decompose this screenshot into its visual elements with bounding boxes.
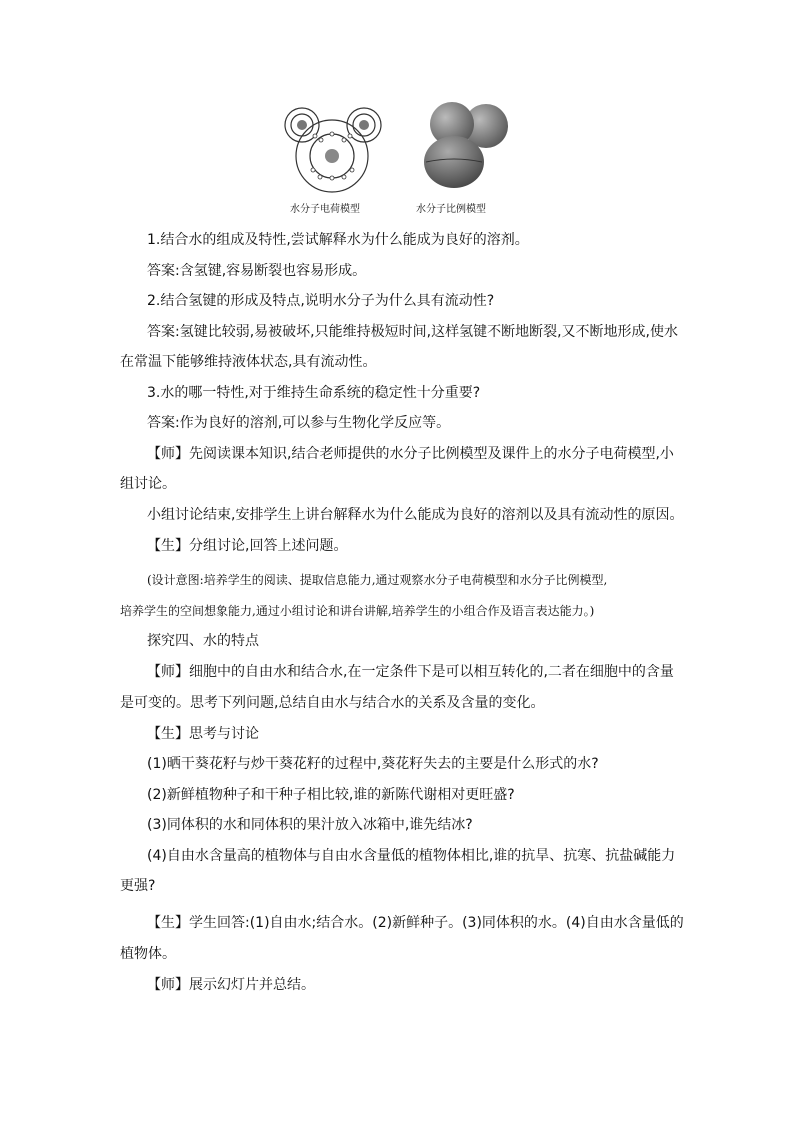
design-intent-line-2: 培养学生的空间想象能力,通过小组讨论和讲台讲解,培养学生的小组合作及语言表达能力。) (120, 604, 595, 618)
answer-1: 答案:含氢键,容易断裂也容易形成。 (147, 263, 367, 279)
design-intent-line-1: (设计意图:培养学生的阅读、提取信息能力,通过观察水分子电荷模型和水分子比例模型, (147, 573, 608, 587)
question-3: 3.水的哪一特性,对于维持生命系统的稳定性十分重要? (147, 385, 481, 401)
ratio-model-caption: 水分子比例模型 (416, 204, 486, 215)
figure-row (280, 100, 520, 216)
discussion-q4-line-1: (4)自由水含量高的植物体与自由水含量低的植物体相比,谁的抗旱、抗寒、抗盐碱能力 (147, 848, 676, 864)
student-para-2: 【生】思考与讨论 (147, 726, 259, 742)
answer-2-line-1: 答案:氢键比较弱,易被破坏,只能维持极短时间,这样氢键不断地断裂,又不断地形成,使水 (147, 324, 678, 340)
teacher-para-2-line-1: 【师】细胞中的自由水和结合水,在一定条件下是可以相互转化的,二者在细胞中的含量 (147, 664, 674, 680)
answer-3: 答案:作为良好的溶剂,可以参与生物化学反应等。 (147, 415, 451, 431)
discussion-q1: (1)晒干葵花籽与炒干葵花籽的过程中,葵花籽失去的主要是什么形式的水? (147, 756, 599, 772)
discussion-q3: (3)同体积的水和同体积的果汁放入冰箱中,谁先结冰? (147, 817, 473, 833)
question-1: 1.结合水的组成及特性,尝试解释水为什么能成为良好的溶剂。 (147, 232, 529, 248)
discussion-note: 小组讨论结束,安排学生上讲台解释水为什么能成为良好的溶剂以及具有流动性的原因。 (147, 507, 684, 523)
question-2: 2.结合氢键的形成及特点,说明水分子为什么具有流动性? (147, 293, 495, 309)
student-answer-line-2: 植物体。 (120, 946, 176, 962)
student-para-1: 【生】分组讨论,回答上述问题。 (147, 538, 348, 554)
section-heading: 探究四、水的特点 (147, 633, 259, 649)
student-answer-line-1: 【生】学生回答:(1)自由水;结合水。(2)新鲜种子。(3)同体积的水。(4)自由水含量低的 (147, 915, 684, 931)
discussion-q2: (2)新鲜植物种子和干种子相比较,谁的新陈代谢相对更旺盛? (147, 787, 515, 803)
charge-model-figure (280, 100, 390, 195)
ratio-model-figure (418, 100, 514, 192)
ratio-model-diagram (418, 100, 514, 192)
teacher-para-2-line-2: 是可变的。思考下列问题,总结自由水与结合水的关系及含量的变化。 (120, 695, 545, 711)
charge-model-caption: 水分子电荷模型 (290, 204, 360, 215)
teacher-para-1-line-1: 【师】先阅读课本知识,结合老师提供的水分子比例模型及课件上的水分子电荷模型,小 (147, 446, 674, 462)
answer-2-line-2: 在常温下能够维持液体状态,具有流动性。 (120, 354, 377, 370)
charge-model-diagram (280, 100, 390, 195)
teacher-summary: 【师】展示幻灯片并总结。 (147, 977, 315, 993)
discussion-q4-line-2: 更强? (120, 878, 156, 894)
teacher-para-1-line-2: 组讨论。 (120, 476, 176, 492)
